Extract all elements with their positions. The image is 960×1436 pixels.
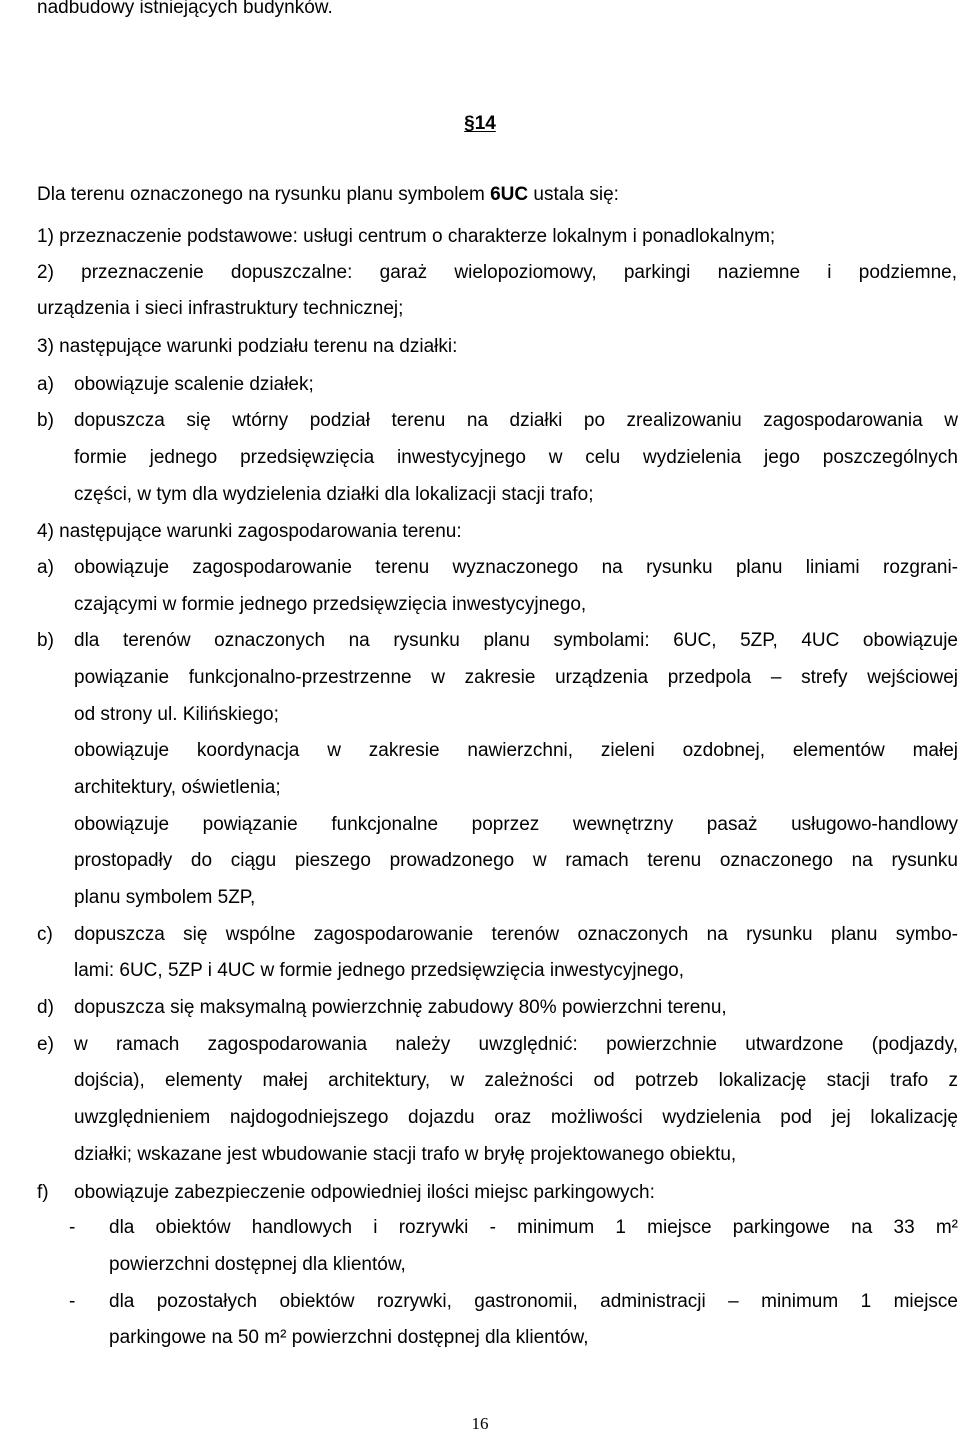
- item-3b-line-2: formie jednego przedsięwzięcia inwestycyjnego w celu wydzielenia jego poszczególnych: [74, 447, 958, 468]
- item-4d-line-1: dopuszcza się maksymalną powierzchnię zabudowy 80% powierzchni terenu,: [74, 997, 727, 1018]
- dash-2-marker: -: [69, 1291, 76, 1312]
- section-heading: §14: [464, 113, 496, 134]
- item-4e-line-2: dojścia), elementy małej architektury, w zależności od potrzeb lokalizację stacji trafo z: [74, 1070, 958, 1091]
- dash-2-line-1: dla pozostałych obiektów rozrywki, gastronomii, administracji – minimum 1 miejsce: [109, 1291, 958, 1312]
- item-3a-marker: a): [37, 374, 54, 395]
- symbol-6uc: 6UC: [490, 184, 529, 205]
- page-number: 16: [471, 1414, 489, 1433]
- item-1: 1) przeznaczenie podstawowe: usługi centrum o charakterze lokalnym i ponadlokalnym;: [37, 226, 776, 247]
- item-4e-marker: e): [37, 1034, 54, 1055]
- item-4a-marker: a): [37, 557, 54, 578]
- item-4e-line-4: działki; wskazane jest wbudowanie stacji trafo w bryłę projektowanego obiektu,: [74, 1144, 737, 1165]
- item-4c-line-1: dopuszcza się wspólne zagospodarowanie terenów oznaczonych na rysunku planu symbo-: [74, 924, 958, 945]
- item-4f-marker: f): [37, 1182, 49, 1203]
- top-fragment: nadbudowy istniejących budynków.: [37, 0, 333, 18]
- item-4b-line-6: obowiązuje powiązanie funkcjonalne poprzez wewnętrzny pasaż usługowo-handlowy: [74, 814, 958, 835]
- item-4e-line-1: w ramach zagospodarowania należy uwzględnić: powierzchnie utwardzone (podjazdy,: [74, 1034, 958, 1055]
- item-3b-line-1: dopuszcza się wtórny podział terenu na działki po zrealizowaniu zagospodarowania w: [74, 410, 958, 431]
- item-4b-marker: b): [37, 630, 54, 651]
- item-4c-line-2: lami: 6UC, 5ZP i 4UC w formie jednego przedsięwzięcia inwestycyjnego,: [74, 960, 685, 981]
- item-4-title: 4) następujące warunki zagospodarowania terenu:: [37, 521, 462, 542]
- item-2-line-1: 2) przeznaczenie dopuszczalne: garaż wielopoziomowy, parkingi naziemne i podziemne,: [37, 262, 957, 283]
- item-4d-marker: d): [37, 997, 54, 1018]
- item-4b-line-3: od strony ul. Kilińskiego;: [74, 704, 279, 725]
- dash-1-line-2: powierzchni dostępnej dla klientów,: [109, 1254, 406, 1275]
- item-3a-line-1: obowiązuje scalenie działek;: [74, 374, 314, 395]
- item-3-title: 3) następujące warunki podziału terenu na działki:: [37, 336, 458, 357]
- item-4b-line-4: obowiązuje koordynacja w zakresie nawierzchni, zieleni ozdobnej, elementów małej: [74, 740, 958, 761]
- item-4b-line-8: planu symbolem 5ZP,: [74, 887, 256, 908]
- dash-1-marker: -: [69, 1217, 76, 1238]
- item-4c-marker: c): [37, 924, 53, 945]
- item-4a-line-1: obowiązuje zagospodarowanie terenu wyznaczonego na rysunku planu liniami rozgrani-: [74, 557, 958, 578]
- item-4f-line-1: obowiązuje zabezpieczenie odpowiedniej ilości miejsc parkingowych:: [74, 1182, 655, 1203]
- item-4b-line-5: architektury, oświetlenia;: [74, 777, 281, 798]
- item-4e-line-3: uwzględnieniem najdogodniejszego dojazdu oraz możliwości wydzielenia pod jej lokalizację: [74, 1107, 958, 1128]
- item-3b-line-3: części, w tym dla wydzielenia działki dla lokalizacji stacji trafo;: [74, 484, 594, 505]
- item-4b-line-2: powiązanie funkcjonalno-przestrzenne w zakresie urządzenia przedpola – strefy wejściowej: [74, 667, 958, 688]
- item-4b-line-1: dla terenów oznaczonych na rysunku planu symbolami: 6UC, 5ZP, 4UC obowiązuje: [74, 630, 958, 651]
- item-2-line-2: urządzenia i sieci infrastruktury technicznej;: [37, 298, 404, 319]
- item-4b-line-7: prostopadły do ciągu pieszego prowadzonego w ramach terenu oznaczonego na rysunku: [74, 850, 958, 871]
- dash-1-line-1: dla obiektów handlowych i rozrywki - minimum 1 miejsce parkingowe na 33 m²: [109, 1217, 958, 1238]
- intro-paragraph: Dla terenu oznaczonego na rysunku planu symbolem 6UC ustala się:: [37, 184, 619, 205]
- item-4a-line-2: czającymi w formie jednego przedsięwzięcia inwestycyjnego,: [74, 594, 587, 615]
- item-3b-marker: b): [37, 410, 54, 431]
- dash-2-line-2: parkingowe na 50 m² powierzchni dostępnej dla klientów,: [109, 1327, 589, 1348]
